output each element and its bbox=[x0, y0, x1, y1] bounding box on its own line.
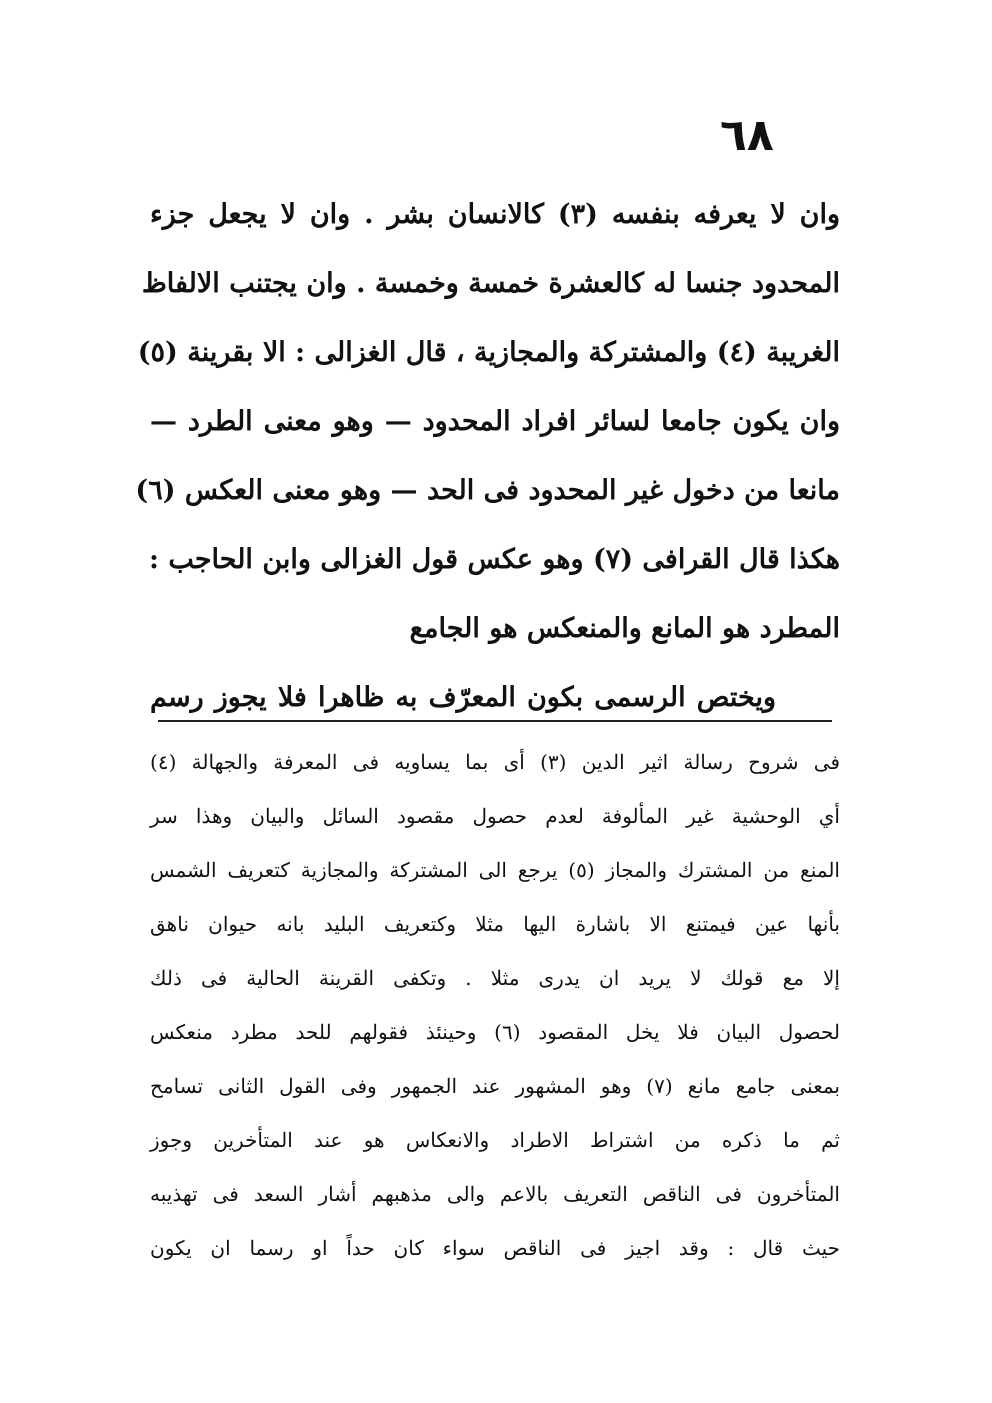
footnote-line: إلا مع قولك لا يريد ان يدرى مثلا . وتكفى القرينة الحالية فى ذلك bbox=[150, 966, 840, 990]
main-text-line: المحدود جنسا له كالعشرة خمسة وخمسة . وان يجتنب الالفاظ bbox=[141, 268, 840, 299]
footnote-line: بمعنى جامع مانع (٧) وهو المشهور عند الجمهور وفى القول الثانى تسامح bbox=[150, 1074, 840, 1098]
footnote-line: ثم ما ذكره من اشتراط الاطراد والانعكاس هو عند المتأخرين وجوز bbox=[150, 1128, 840, 1152]
page-number: ٦٨ bbox=[720, 110, 774, 161]
main-text-line: وان يكون جامعا لسائر افراد المحدود — وهو معنى الطرد — bbox=[150, 406, 840, 437]
footnote-line: بأنها عين فيمتنع الا باشارة اليها مثلا وكتعريف البليد بانه حيوان ناهق bbox=[150, 912, 840, 936]
main-text-line: هكذا قال القرافى (٧) وهو عكس قول الغزالى وابن الحاجب : bbox=[148, 544, 840, 575]
footnote-divider bbox=[158, 720, 832, 722]
footnote-line: المنع من المشترك والمجاز (٥) يرجع الى المشتركة والمجازية كتعريف الشمس bbox=[150, 858, 840, 882]
main-text-line: المطرد هو المانع والمنعكس هو الجامع bbox=[409, 613, 840, 644]
main-text-line: الغريبة (٤) والمشتركة والمجازية ، قال الغزالى : الا بقرينة (٥) bbox=[137, 337, 840, 368]
footnote-line: فى شروح رسالة اثير الدين (٣) أى بما يساويه فى المعرفة والجهالة (٤) bbox=[150, 750, 841, 774]
main-text-block bbox=[135, 180, 841, 732]
main-text-line: وان لا يعرفه بنفسه (٣) كالانسان بشر . وان لا يجعل جزء bbox=[150, 199, 841, 230]
footnote-line: حيث قال : وقد اجيز فى الناقص سواء كان حداً او رسما ان يكون bbox=[150, 1236, 840, 1260]
footnote-line: المتأخرون فى الناقص التعريف بالاعم والى مذهبهم أشار السعد فى تهذيبه bbox=[150, 1182, 840, 1206]
footnote-line: لحصول البيان فلا يخل المقصود (٦) وحينئذ فقولهم للحد مطرد منعكس bbox=[150, 1020, 840, 1044]
footnote-line: أي الوحشية غير المألوفة لعدم حصول مقصود السائل والبيان وهذا سر bbox=[150, 804, 840, 828]
main-text-line: ويختص الرسمى بكون المعرّف به ظاهرا فلا يجوز رسم bbox=[150, 682, 776, 713]
main-text-line: مانعا من دخول غير المحدود فى الحد — وهو معنى العكس (٦) bbox=[135, 475, 840, 506]
footnotes-block bbox=[150, 735, 840, 1275]
